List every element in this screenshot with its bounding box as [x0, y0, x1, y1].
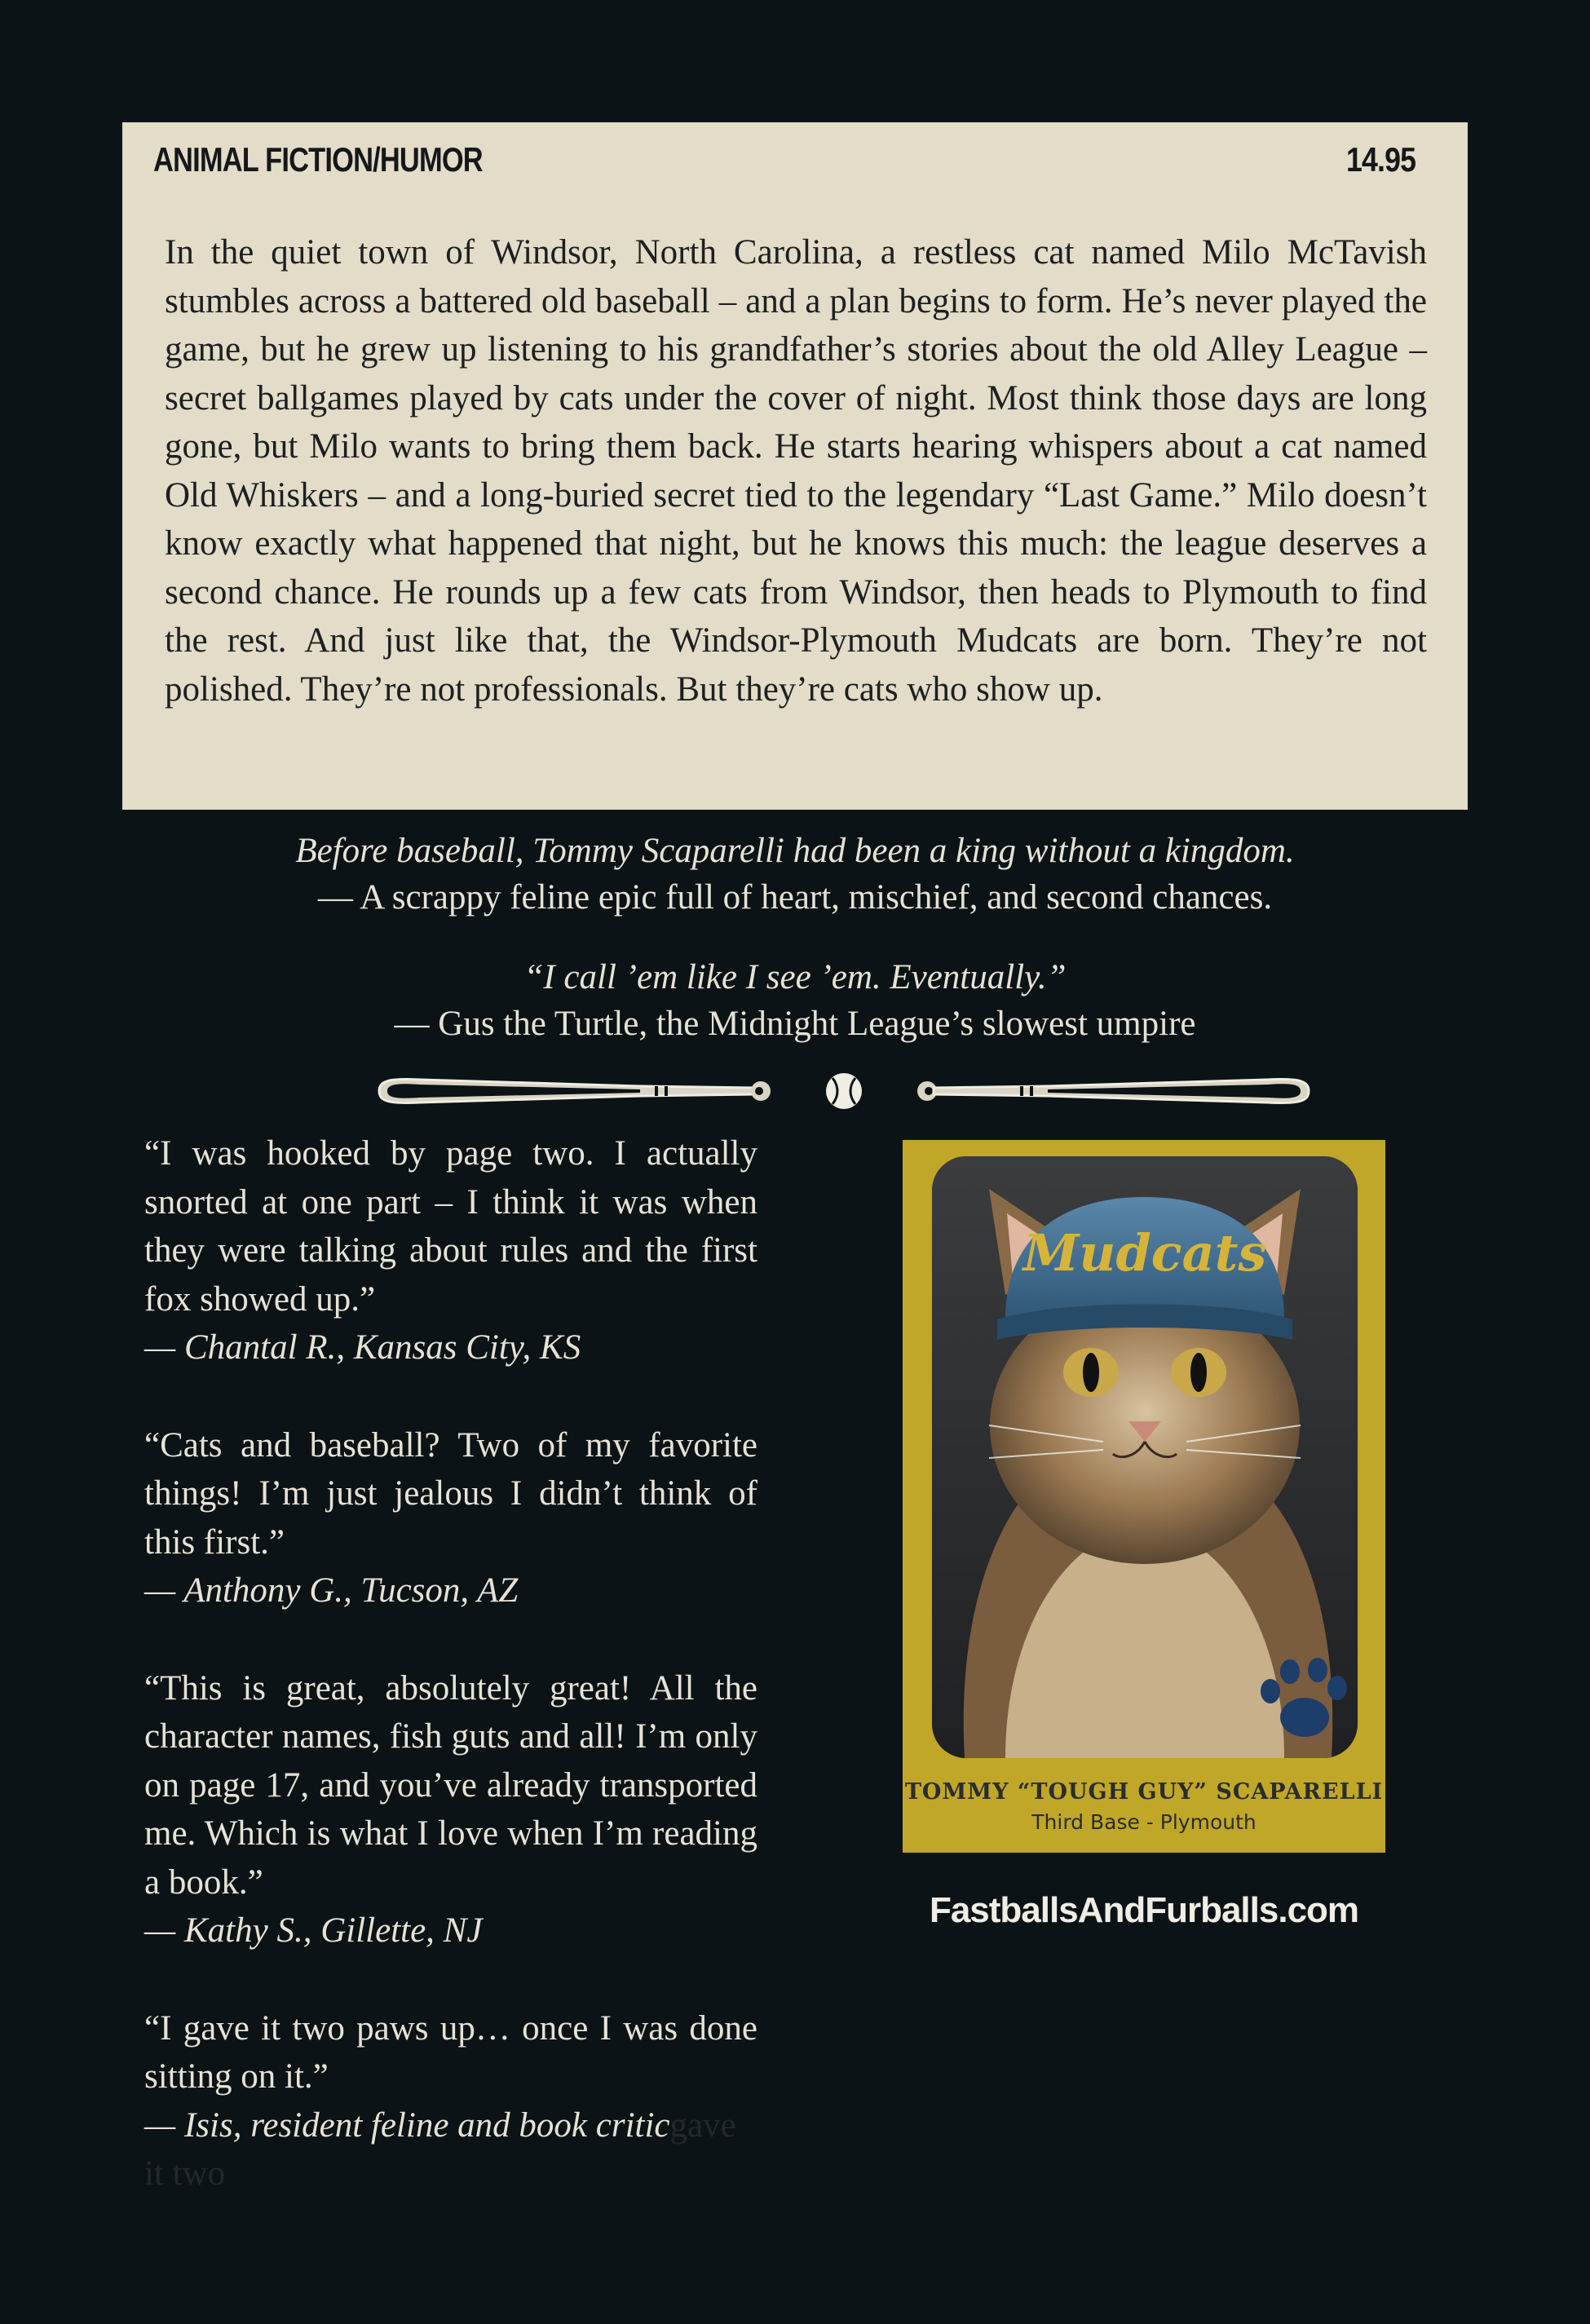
tagline-italic: Before baseball, Tommy Scaparelli had been a king without a kingdom.: [295, 832, 1295, 870]
review-author: — Anthony G., Tucson, AZ: [144, 1571, 519, 1610]
umpire-quote-attribution: — Gus the Turtle, the Midnight League’s slowest umpire: [394, 1005, 1196, 1043]
review: [144, 1421, 757, 1615]
review-author: — Kathy S., Gillette, NJ: [144, 1911, 483, 1950]
tagline-attribution: — A scrappy feline epic full of heart, mischief, and second chances.: [317, 878, 1273, 917]
reviews-column: [144, 1129, 757, 2247]
review-author-name: — Isis, resident feline and book critic: [144, 2105, 670, 2145]
review-text: “I gave it two paws up… once I was done sitting on it.”: [144, 2008, 757, 2096]
card-player-name: TOMMY “TOUGH GUY” SCAPARELLI: [904, 1779, 1384, 1805]
price: 14.95: [1345, 140, 1416, 179]
review-text: “Cats and baseball? Two of my favorite things! I’m just jealous I didn’t think of this first.”: [144, 1425, 757, 1562]
cat-photo: [932, 1156, 1358, 1758]
review-text: “I was hooked by page two. I actually snorted at one part – I think it was when they were talking about rules and the first fox showed up.”: [144, 1134, 757, 1319]
website-url[interactable]: FastballsAndFurballs.com: [929, 1890, 1359, 1930]
trading-card: [903, 1140, 1385, 1853]
review-author: [144, 2101, 757, 2198]
right-bat-icon: [917, 1080, 1309, 1103]
bat-ball-divider: [371, 1067, 1317, 1116]
review-author: — Chantal R., Kansas City, KS: [144, 1328, 581, 1367]
review: [144, 1664, 757, 1955]
tagline-quote: [0, 828, 1590, 921]
left-bat-icon: [379, 1080, 771, 1103]
ghost-text: gave it two: [144, 2105, 736, 2193]
book-blurb: In the quiet town of Windsor, North Carolina, a restless cat named Milo McTavish stumbles across a battered old baseball – and a plan begins to form. He’s never played the game, but he grew up listening to his grandfather’s stories about the old Alley League – secret ballgames played by cats under the cover of night. Most think those days are long gone, but Milo wants to bring them back. He starts hearing whispers about a cat named Old Whiskers – and a long-buried secret tied to the legendary “Last Game.” Milo doesn’t know exactly what happened that night, but he knows this much: the league deserves a second chance. He rounds up a few cats from Windsor, then heads to Plymouth to find the rest. And just like that, the Windsor-Plymouth Mudcats are born. They’re not polished. They’re not professionals. But they’re cats who show up.: [165, 233, 1427, 709]
card-player-position: Third Base - Plymouth: [1031, 1810, 1257, 1834]
baseball-icon: [826, 1073, 862, 1109]
umpire-quote-italic: “I call ’em like I see ’em. Eventually.”: [523, 958, 1067, 996]
review: [144, 2004, 757, 2198]
review: [144, 1129, 757, 1372]
umpire-quote: [0, 954, 1590, 1047]
genre-label: ANIMAL FICTION/HUMOR: [153, 140, 483, 179]
review-text: “This is great, absolutely great! All the character names, fish guts and all! I’m only on page 17, and you’ve already transported me. Which is what I love when I’m reading a book.”: [144, 1668, 757, 1902]
cap-logo: Mudcats: [1022, 1223, 1267, 1283]
blurb-box: [122, 122, 1468, 810]
paw-print-icon: [1254, 1654, 1352, 1743]
